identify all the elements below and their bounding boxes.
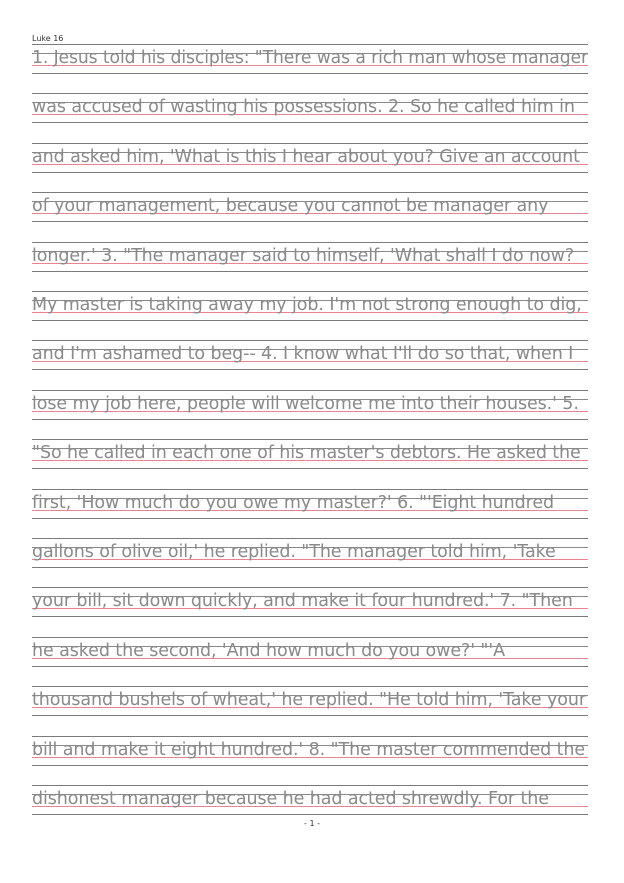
bottom-guide-line	[32, 765, 588, 766]
practice-line	[32, 340, 588, 370]
page-number: - 1 -	[304, 819, 320, 828]
practice-line	[32, 143, 588, 173]
bottom-guide-line	[32, 320, 588, 321]
top-guide-line	[32, 637, 588, 638]
bottom-guide-line	[32, 369, 588, 370]
practice-line	[32, 242, 588, 272]
top-guide-line	[32, 736, 588, 737]
practice-line	[32, 439, 588, 469]
trace-text: My master is taking away my job. I'm not strong enough to dig,	[32, 295, 582, 315]
practice-line	[32, 192, 588, 222]
top-guide-line	[32, 489, 588, 490]
trace-text: bill and make it eight hundred.' 8. "The master commended the	[32, 739, 586, 760]
practice-line	[32, 489, 588, 519]
bottom-guide-line	[32, 715, 588, 716]
trace-text: "So he called in each one of his master's debtors. He asked the	[32, 443, 581, 464]
bottom-guide-line	[32, 122, 588, 123]
trace-text: of your management, because you cannot be manager any	[32, 196, 549, 217]
bottom-guide-line	[32, 271, 588, 272]
trace-text: gallons of olive oil,' he replied. "The manager told him, 'Take	[32, 542, 556, 562]
bottom-guide-line	[32, 172, 588, 173]
top-guide-line	[32, 93, 588, 94]
top-guide-line	[32, 143, 588, 144]
top-guide-line	[32, 44, 588, 45]
bottom-guide-line	[32, 518, 588, 519]
top-guide-line	[32, 242, 588, 243]
top-guide-line	[32, 439, 588, 440]
bottom-guide-line	[32, 73, 588, 74]
practice-line	[32, 785, 588, 815]
top-guide-line	[32, 291, 588, 292]
trace-text: was accused of wasting his possessions. 2. So he called him in	[32, 97, 575, 118]
practice-line	[32, 736, 588, 766]
bottom-guide-line	[32, 616, 588, 617]
practice-line	[32, 538, 588, 568]
practice-line	[32, 587, 588, 617]
bottom-guide-line	[32, 419, 588, 420]
trace-text: your bill, sit down quickly, and make it four hundred.' 7. "Then	[32, 591, 573, 612]
handwriting-practice-area	[32, 44, 588, 816]
top-guide-line	[32, 785, 588, 786]
trace-text: longer.' 3. "The manager said to himself, 'What shall I do now?	[32, 245, 575, 266]
trace-text: 1. Jesus told his disciples: "There was a rich man whose manager	[32, 48, 589, 68]
trace-text: thousand bushels of wheat,' he replied. "He told him, 'Take your	[32, 690, 586, 711]
top-guide-line	[32, 587, 588, 588]
practice-line	[32, 390, 588, 420]
bottom-guide-line	[32, 666, 588, 667]
page-header: Luke 16	[32, 34, 64, 43]
trace-text: and I'm ashamed to beg-- 4. I know what I'll do so that, when I	[32, 344, 574, 365]
trace-text: and asked him, 'What is this I hear about you? Give an account	[32, 146, 580, 167]
practice-line	[32, 44, 588, 74]
bottom-guide-line	[32, 468, 588, 469]
bottom-guide-line	[32, 814, 588, 815]
bottom-guide-line	[32, 567, 588, 568]
trace-text: lose my job here, people will welcome me into their houses.' 5.	[32, 393, 579, 414]
top-guide-line	[32, 538, 588, 539]
top-guide-line	[32, 686, 588, 687]
top-guide-line	[32, 340, 588, 341]
trace-text: first, 'How much do you owe my master?' 6. "'Eight hundred	[32, 492, 555, 513]
trace-text: he asked the second, 'And how much do you owe?' "'A	[32, 640, 505, 661]
bottom-guide-line	[32, 221, 588, 222]
top-guide-line	[32, 192, 588, 193]
practice-line	[32, 93, 588, 123]
practice-line	[32, 291, 588, 321]
practice-line	[32, 637, 588, 667]
practice-line	[32, 686, 588, 716]
top-guide-line	[32, 390, 588, 391]
trace-text: dishonest manager because he had acted shrewdly. For the	[32, 789, 549, 809]
